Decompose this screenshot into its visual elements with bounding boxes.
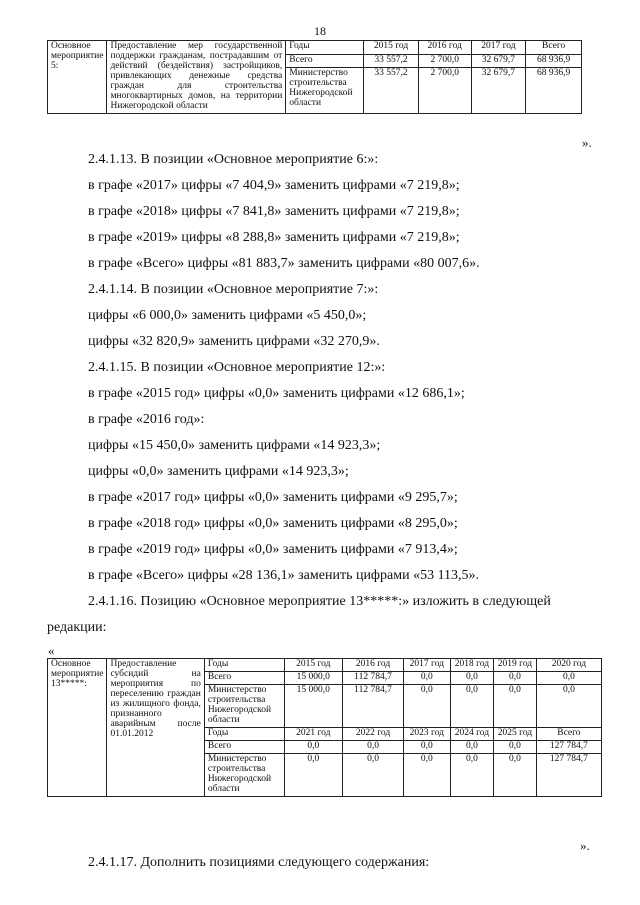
value-cell: 0,0 <box>284 740 342 753</box>
header-cell: 2020 год <box>536 659 601 672</box>
text-line: в графе «2017» цифры «7 404,9» заменить цифрами «7 219,8»; <box>88 178 460 193</box>
text-line: цифры «0,0» заменить цифрами «14 923,3»; <box>88 464 349 479</box>
header-cell: 2021 год <box>284 727 342 740</box>
header-cell: 2018 год <box>450 659 494 672</box>
value-cell: 68 936,9 <box>526 54 582 68</box>
value-cell: 0,0 <box>342 740 403 753</box>
value-cell: 2 700,0 <box>418 68 471 113</box>
measure-title: Основное мероприятие 13*****: <box>48 659 107 797</box>
value-cell: 0,0 <box>450 671 494 684</box>
text-line: цифры «32 820,9» заменить цифрами «32 270,9». <box>88 334 380 349</box>
header-cell: 2015 год <box>364 41 419 55</box>
header-cell: 2016 год <box>342 659 403 672</box>
value-cell: 0,0 <box>342 753 403 796</box>
header-cell: 2025 год <box>494 727 537 740</box>
value-cell: 15 000,0 <box>284 684 342 727</box>
value-cell: 0,0 <box>404 684 451 727</box>
text-line: в графе «2017 год» цифры «0,0» заменить цифрами «9 295,7»; <box>88 490 458 505</box>
value-cell: 32 679,7 <box>471 68 526 113</box>
value-cell: 112 784,7 <box>342 671 403 684</box>
text-line: 2.4.1.17. Дополнить позициями следующего содержания: <box>88 855 430 870</box>
value-cell: 127 784,7 <box>536 740 601 753</box>
header-cell: 2015 год <box>284 659 342 672</box>
text-line: в графе «2018 год» цифры «0,0» заменить цифрами «8 295,0»; <box>88 516 458 531</box>
header-cell: 2016 год <box>418 41 471 55</box>
header-cell: 2017 год <box>471 41 526 55</box>
header-cell: 2019 год <box>494 659 537 672</box>
value-cell: 0,0 <box>494 684 537 727</box>
value-cell: 127 784,7 <box>536 753 601 796</box>
value-cell: 0,0 <box>404 671 451 684</box>
text-line: редакции: <box>47 620 107 635</box>
value-cell: 0,0 <box>536 684 601 727</box>
quote-end: ». <box>580 838 590 853</box>
text-line: в графе «2019» цифры «8 288,8» заменить цифрами «7 219,8»; <box>88 230 460 245</box>
value-cell: 15 000,0 <box>284 671 342 684</box>
quote-end: ». <box>582 135 592 150</box>
header-cell: Годы <box>204 727 284 740</box>
value-cell: 0,0 <box>404 753 451 796</box>
row-label: Министерство строительства Нижегородской области <box>204 753 284 796</box>
value-cell: 0,0 <box>450 684 494 727</box>
row-label: Всего <box>286 54 364 68</box>
value-cell: 0,0 <box>536 671 601 684</box>
header-cell: 2017 год <box>404 659 451 672</box>
header-cell: Годы <box>204 659 284 672</box>
header-cell: 2024 год <box>450 727 494 740</box>
value-cell: 0,0 <box>404 740 451 753</box>
text-line: в графе «2018» цифры «7 841,8» заменить цифрами «7 219,8»; <box>88 204 460 219</box>
value-cell: 2 700,0 <box>418 54 471 68</box>
quote-open: « <box>48 643 55 658</box>
text-line: в графе «Всего» цифры «81 883,7» заменить цифрами «80 007,6». <box>88 256 480 271</box>
text-line: в графе «Всего» цифры «28 136,1» заменить цифрами «53 113,5». <box>88 568 480 583</box>
header-cell: 2023 год <box>404 727 451 740</box>
measure-description: Предоставление мер государственной поддержки гражданам, пострадавшим от действий (бездействия) застройщиков, привлекающих денежные средства граждан для строительства многоквартирных домов, на территории Нижегородской области <box>107 41 286 114</box>
text-line: в графе «2015 год» цифры «0,0» заменить цифрами «12 686,1»; <box>88 386 465 401</box>
value-cell: 0,0 <box>494 753 537 796</box>
value-cell: 32 679,7 <box>471 54 526 68</box>
text-line: в графе «2019 год» цифры «0,0» заменить цифрами «7 913,4»; <box>88 542 458 557</box>
value-cell: 0,0 <box>450 740 494 753</box>
text-line: 2.4.1.14. В позиции «Основное мероприятие 7:»: <box>88 282 379 297</box>
measure-description: Предоставление субсидий на мероприятия по переселению граждан из жилищного фонда, признанного аварийным после 01.01.2012 <box>107 659 204 797</box>
page-number: 18 <box>314 24 326 38</box>
measure-title: Основное мероприятие 5: <box>48 41 107 114</box>
table-measure-13 <box>47 658 602 797</box>
row-label: Всего <box>204 671 284 684</box>
value-cell: 0,0 <box>494 671 537 684</box>
row-label: Министерство строительства Нижегородской области <box>286 68 364 113</box>
value-cell: 112 784,7 <box>342 684 403 727</box>
value-cell: 68 936,9 <box>526 68 582 113</box>
text-line: цифры «15 450,0» заменить цифрами «14 923,3»; <box>88 438 381 453</box>
value-cell: 33 557,2 <box>364 54 419 68</box>
text-line: цифры «6 000,0» заменить цифрами «5 450,0»; <box>88 308 367 323</box>
text-line: 2.4.1.15. В позиции «Основное мероприятие 12:»: <box>88 360 386 375</box>
row-label: Всего <box>204 740 284 753</box>
value-cell: 0,0 <box>494 740 537 753</box>
header-cell: Всего <box>536 727 601 740</box>
row-label: Министерство строительства Нижегородской области <box>204 684 284 727</box>
table-measure-5 <box>47 40 582 114</box>
value-cell: 0,0 <box>450 753 494 796</box>
text-line: 2.4.1.13. В позиции «Основное мероприятие 6:»: <box>88 152 379 167</box>
value-cell: 0,0 <box>284 753 342 796</box>
text-line: в графе «2016 год»: <box>88 412 205 427</box>
header-cell: 2022 год <box>342 727 403 740</box>
header-cell: Годы <box>286 41 364 55</box>
text-line: 2.4.1.16. Позицию «Основное мероприятие 13*****:» изложить в следующей <box>88 594 551 609</box>
value-cell: 33 557,2 <box>364 68 419 113</box>
header-cell: Всего <box>526 41 582 55</box>
